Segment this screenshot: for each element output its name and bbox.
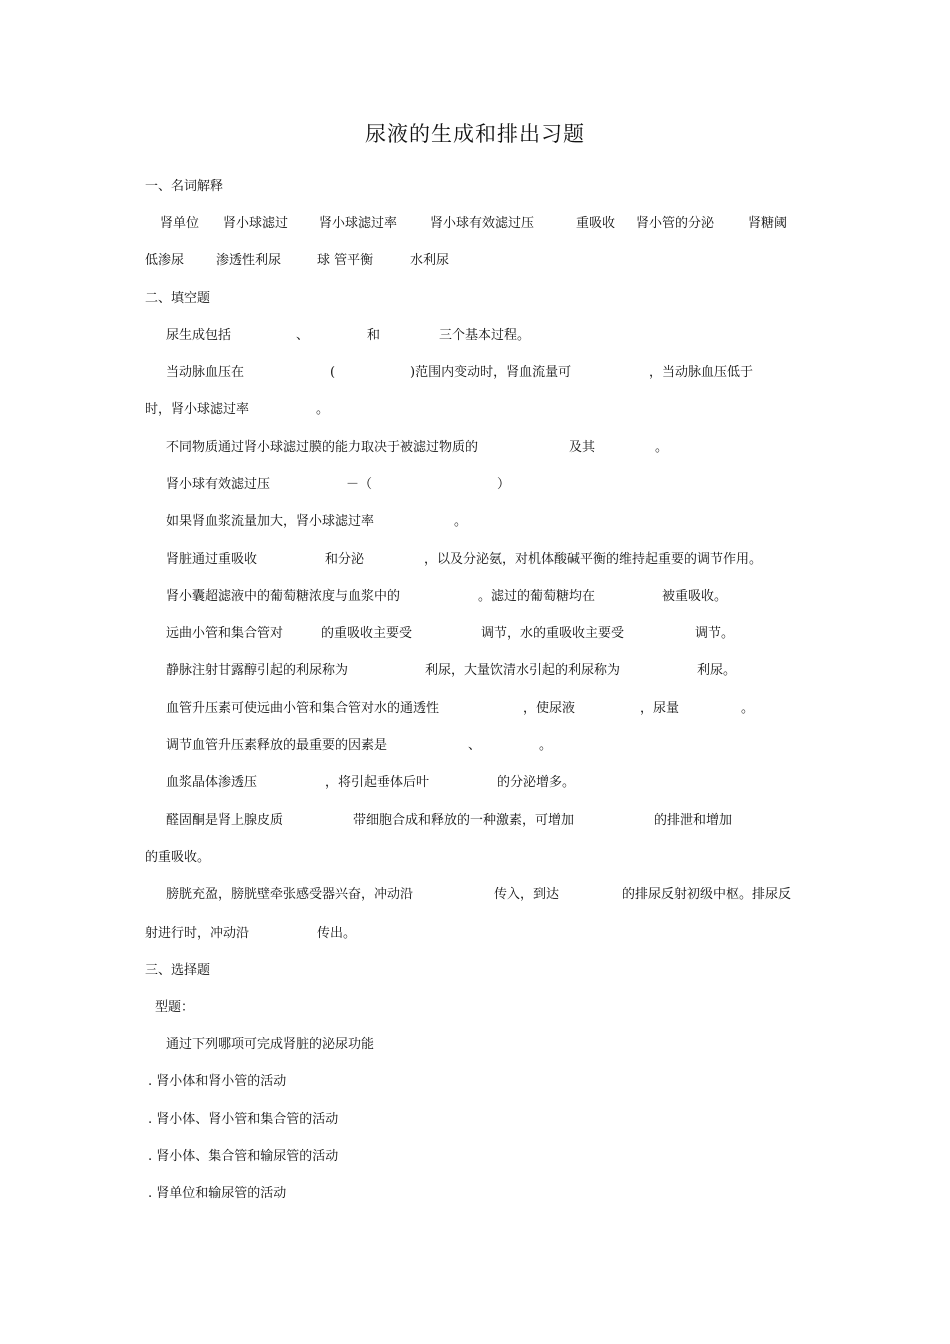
question-text: 带细胞合成和释放的一种激素，可增加 <box>353 813 575 828</box>
question-text: 。 <box>454 514 468 529</box>
question-text: ） <box>497 477 511 492</box>
question-text: 传入，到达 <box>494 887 560 902</box>
question-text: 的重吸收。 <box>145 850 211 865</box>
question-text: ，使尿液 <box>523 701 576 716</box>
question-text: ，尿量 <box>640 701 680 716</box>
term: 肾小球滤过 <box>223 216 289 231</box>
question-text: 肾脏通过重吸收 <box>166 552 258 567</box>
section-heading-choice: 三、选择题 <box>145 963 211 978</box>
question-text: 肾小球有效滤过压 <box>166 477 271 492</box>
question-text: 当动脉血压在 <box>166 365 245 380</box>
question-text: 和 <box>367 328 381 343</box>
question-text: 的排泄和增加 <box>654 813 733 828</box>
question-text: 的排尿反射初级中枢。排尿反 <box>622 887 792 902</box>
section-heading-terms: 一、名词解释 <box>145 179 224 194</box>
question-text: 调节血管升压素释放的最重要的因素是 <box>166 738 388 753</box>
question-text: 血浆晶体渗透压 <box>166 775 258 790</box>
question-text: 的分泌增多。 <box>497 775 576 790</box>
question-text: 调节，水的重吸收主要受 <box>481 626 625 641</box>
question-text: 利尿。 <box>697 663 737 678</box>
section-heading-fill: 二、填空题 <box>145 291 211 306</box>
question-text: 和分泌 <box>325 552 365 567</box>
question-text: 。 <box>741 701 755 716</box>
term: 重吸收 <box>576 216 616 231</box>
question-text: ，将引起垂体后叶 <box>325 775 430 790</box>
question-text: 。滤过的葡萄糖均在 <box>478 589 596 604</box>
term: 肾糖阈 <box>748 216 788 231</box>
term: 渗透性利尿 <box>216 253 282 268</box>
question-text: ，以及分泌氨，对机体酸碱平衡的维持起重要的调节作用。 <box>424 552 763 567</box>
question-text: ( <box>330 365 336 380</box>
question-text: 远曲小管和集合管对 <box>166 626 284 641</box>
question-text: 。 <box>539 738 553 753</box>
question-text: 静脉注射甘露醇引起的利尿称为 <box>166 663 349 678</box>
choice-option: . 肾单位和输尿管的活动 <box>148 1186 287 1201</box>
choice-type-label: 型题： <box>155 1000 195 1015</box>
question-text: 射进行时，冲动沿 <box>145 926 250 941</box>
term: 球 管平衡 <box>317 253 374 268</box>
choice-option: . 肾小体和肾小管的活动 <box>148 1074 287 1089</box>
question-text: 传出。 <box>317 926 357 941</box>
page-title: 尿液的生成和排出习题 <box>365 122 585 146</box>
question-text: 不同物质通过肾小球滤过膜的能力取决于被滤过物质的 <box>166 440 479 455</box>
question-text: 。 <box>655 440 669 455</box>
question-text: 、 <box>296 328 310 343</box>
question-text: ，当动脉血压低于 <box>649 365 754 380</box>
question-text: 肾小囊超滤液中的葡萄糖浓度与血浆中的 <box>166 589 401 604</box>
term: 肾小球滤过率 <box>319 216 398 231</box>
question-text: 血管升压素可使远曲小管和集合管对水的通透性 <box>166 701 440 716</box>
question-text: 尿生成包括 <box>166 328 232 343</box>
question-text: 的重吸收主要受 <box>321 626 413 641</box>
question-text: 三个基本过程。 <box>439 328 531 343</box>
question-text: 。 <box>316 402 330 417</box>
question-text: )范围内变动时，肾血流量可 <box>410 365 572 380</box>
choice-option: . 肾小体、集合管和输尿管的活动 <box>148 1149 339 1164</box>
question-text: 被重吸收。 <box>662 589 728 604</box>
question-text: －（ <box>346 477 373 492</box>
term: 肾小管的分泌 <box>636 216 715 231</box>
question-text: 醛固酮是肾上腺皮质 <box>166 813 284 828</box>
choice-question: 通过下列哪项可完成肾脏的泌尿功能 <box>166 1037 375 1052</box>
question-text: 利尿，大量饮清水引起的利尿称为 <box>425 663 621 678</box>
question-text: 如果肾血浆流量加大，肾小球滤过率 <box>166 514 375 529</box>
term: 肾单位 <box>160 216 200 231</box>
term: 低渗尿 <box>145 253 185 268</box>
question-text: 、 <box>468 738 482 753</box>
question-text: 及其 <box>569 440 596 455</box>
question-text: 调节。 <box>695 626 735 641</box>
question-text: 时，肾小球滤过率 <box>145 402 250 417</box>
choice-option: . 肾小体、肾小管和集合管的活动 <box>148 1112 339 1127</box>
term: 水利尿 <box>410 253 450 268</box>
term: 肾小球有效滤过压 <box>430 216 535 231</box>
question-text: 膀胱充盈，膀胱壁牵张感受器兴奋，冲动沿 <box>166 887 414 902</box>
